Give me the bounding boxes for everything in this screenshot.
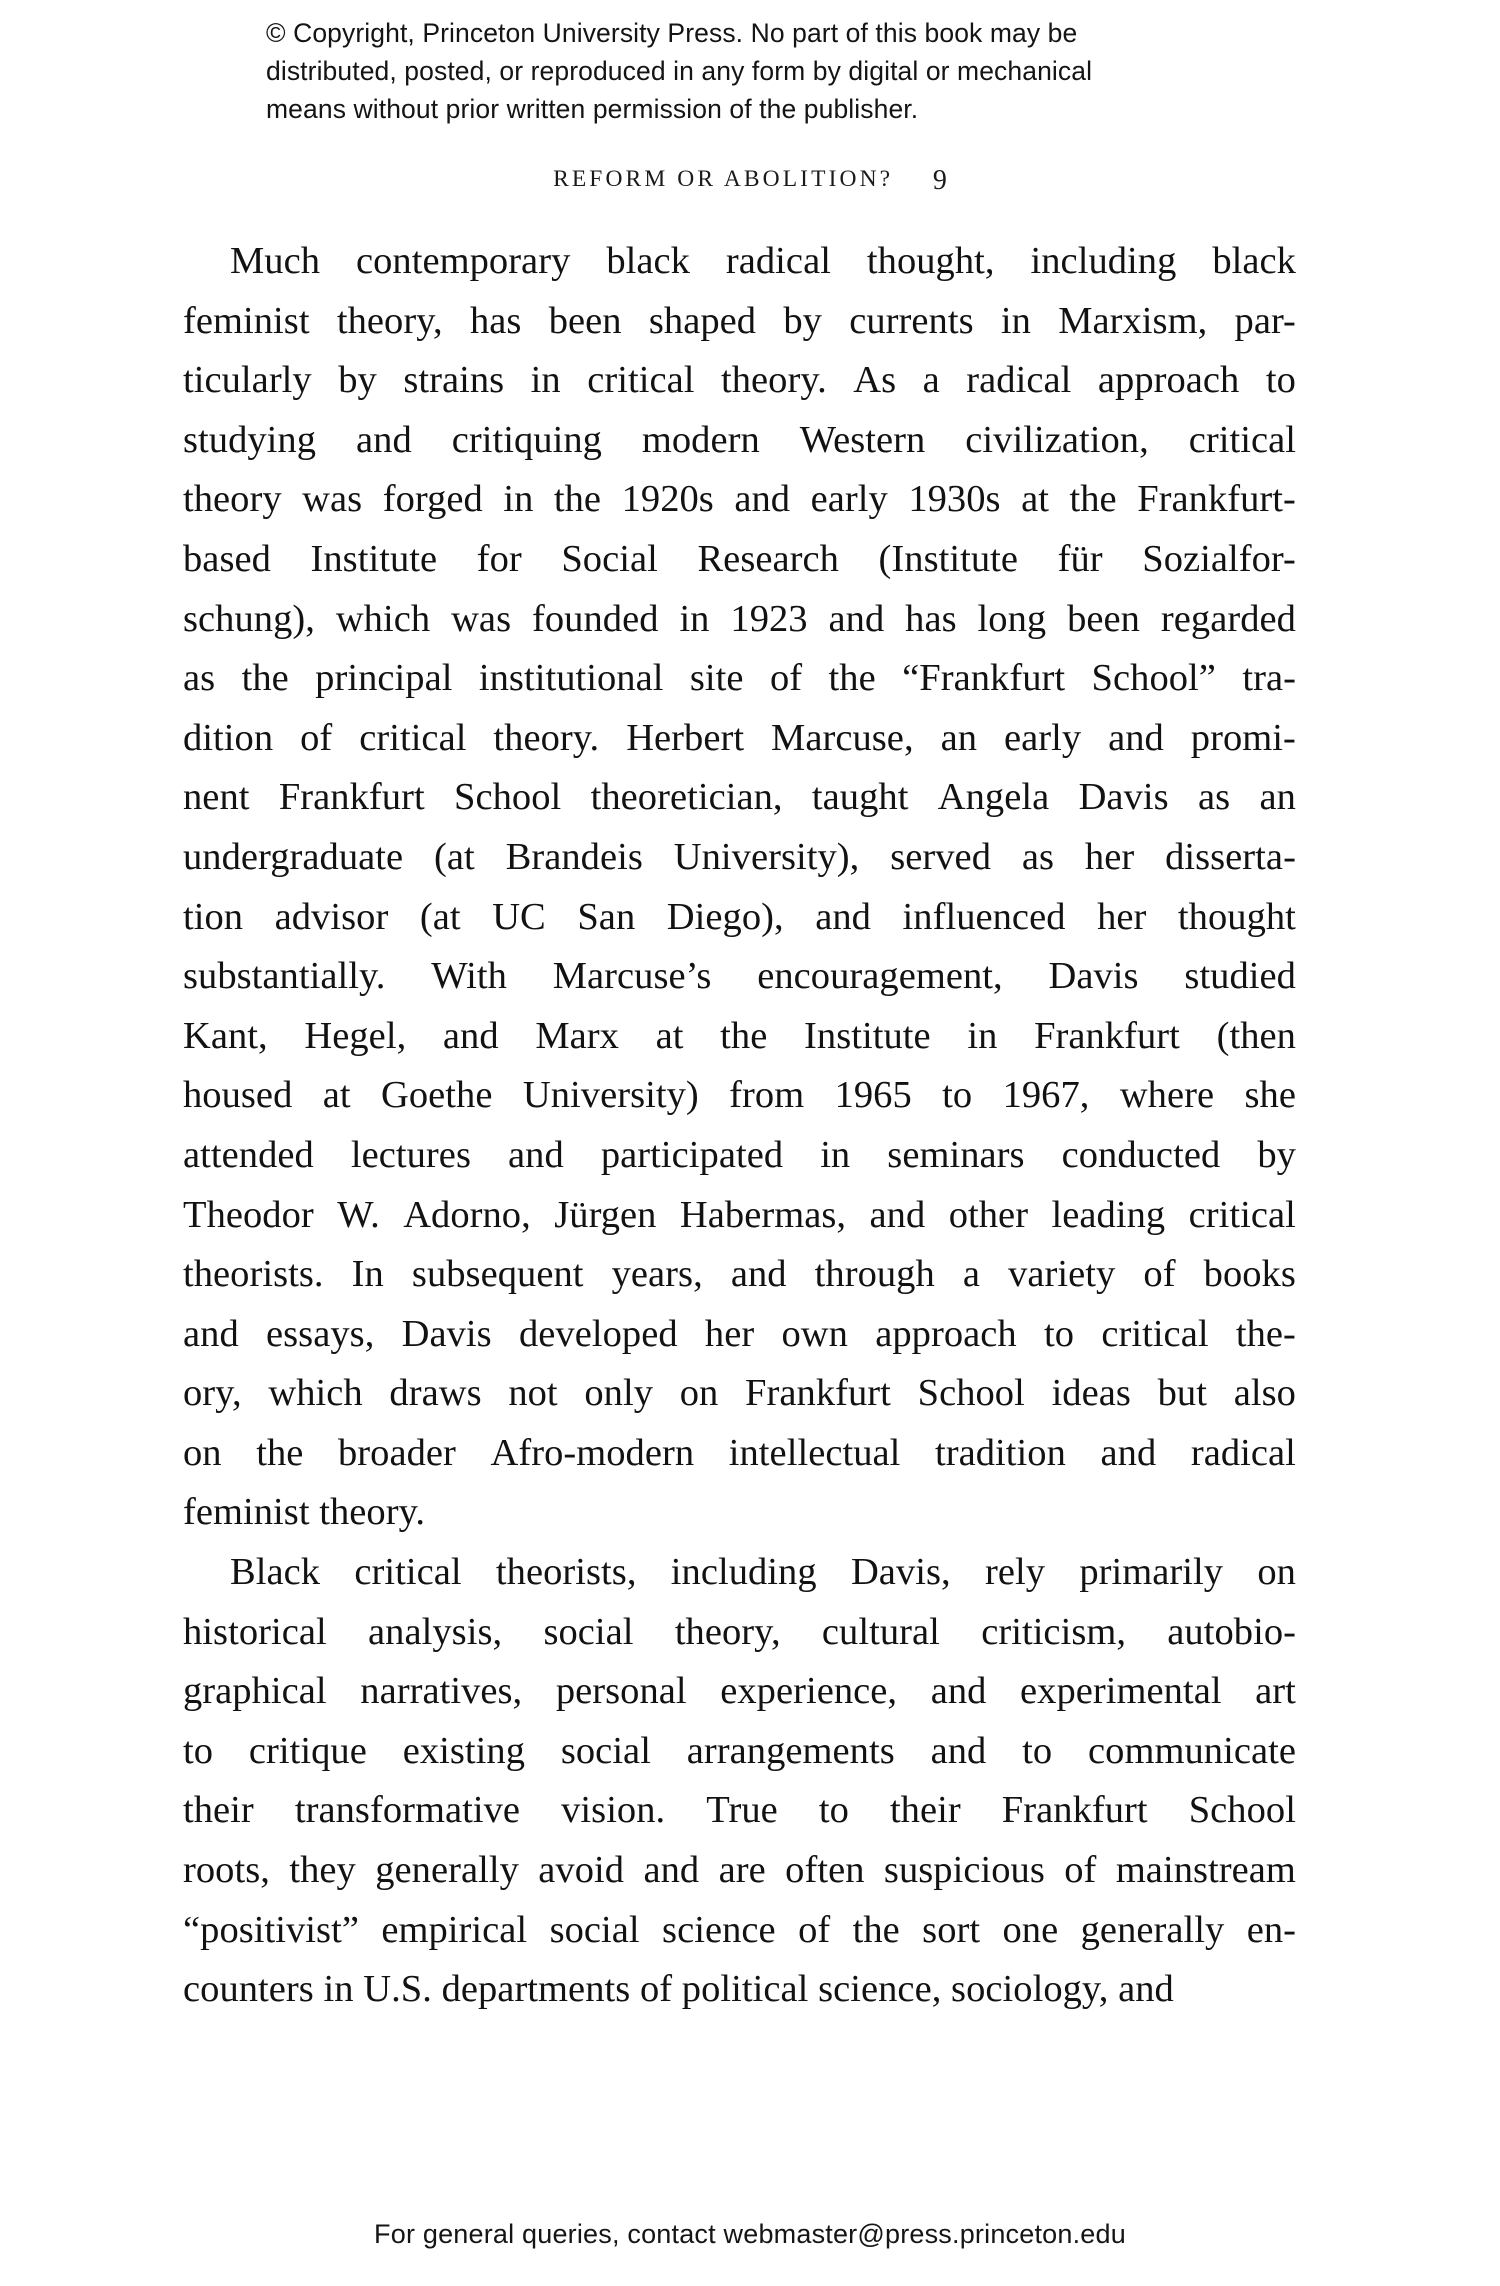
text-word: by xyxy=(783,299,822,342)
text-word: of xyxy=(1064,1849,1097,1892)
text-word: social xyxy=(549,1908,640,1951)
text-word: 1930s xyxy=(908,478,1001,521)
text-word: critical xyxy=(587,359,695,402)
text-word: In xyxy=(351,1253,384,1296)
text-word: of xyxy=(798,1908,831,1951)
text-word: tradition xyxy=(935,1431,1066,1474)
copyright-notice-line: means without prior written permission of the publisher. xyxy=(266,94,919,124)
text-word: and xyxy=(828,597,885,640)
text-word: including xyxy=(1030,240,1177,282)
text-word: for xyxy=(476,537,522,580)
text-word: where xyxy=(1119,1074,1215,1117)
text-word: art xyxy=(1255,1670,1296,1713)
text-word: including xyxy=(670,1551,817,1594)
text-line: feminist theory. xyxy=(183,1491,426,1534)
text-word: Frankfurt xyxy=(1034,1014,1180,1057)
text-word: approach xyxy=(1097,359,1240,402)
text-word: their xyxy=(889,1789,961,1832)
text-word: undergraduate xyxy=(183,835,404,878)
text-word: schung), xyxy=(183,597,315,640)
text-word: social xyxy=(560,1729,651,1772)
text-word: regarded xyxy=(1160,597,1296,640)
text-word: early xyxy=(810,478,888,521)
text-word: suspicious xyxy=(883,1849,1045,1892)
text-word: seminars xyxy=(887,1133,1025,1176)
text-word: experience, xyxy=(720,1670,898,1713)
text-word: theory, xyxy=(336,299,443,342)
text-word: ticularly xyxy=(183,359,312,402)
text-word: School xyxy=(1188,1789,1296,1832)
text-word: feminist xyxy=(183,299,310,342)
text-word: the xyxy=(553,478,602,521)
text-word: Marx xyxy=(535,1014,619,1057)
text-word: the xyxy=(828,657,876,700)
text-word: Davis xyxy=(1048,955,1139,998)
text-word: (Institute xyxy=(878,537,1019,580)
text-word: intellectual xyxy=(728,1431,901,1474)
text-word: University), xyxy=(673,835,860,878)
text-word: ideas xyxy=(1051,1372,1131,1415)
text-word: years, xyxy=(611,1253,703,1296)
text-word: (at xyxy=(434,835,475,878)
text-word: at xyxy=(1021,478,1049,521)
text-word: Diego), xyxy=(666,895,784,938)
text-word: the xyxy=(256,1431,304,1474)
text-word: Frankfurt xyxy=(745,1372,891,1415)
text-word: radical xyxy=(966,359,1072,402)
text-line xyxy=(183,1007,1296,1067)
text-word: critical xyxy=(359,716,467,759)
text-word: subsequent xyxy=(411,1253,584,1296)
text-word: was xyxy=(302,478,363,521)
text-word: Much xyxy=(230,240,321,282)
text-word: Jürgen xyxy=(554,1193,657,1236)
text-word: a xyxy=(922,359,940,402)
text-word: the xyxy=(852,1908,900,1951)
text-word: leading xyxy=(1051,1193,1166,1236)
text-word: radical xyxy=(725,240,831,282)
text-word: critical xyxy=(1101,1312,1209,1355)
text-word: and xyxy=(183,1312,239,1355)
text-line xyxy=(183,947,1296,1007)
text-word: founded xyxy=(532,597,659,640)
text-word: Theodor xyxy=(183,1193,314,1236)
text-word: and xyxy=(734,478,791,521)
running-head-title: REFORM OR ABOLITION? xyxy=(553,166,894,192)
text-word: as xyxy=(1021,835,1055,878)
text-word: her xyxy=(704,1312,755,1355)
text-word: an xyxy=(1259,776,1296,819)
text-word: communicate xyxy=(1088,1729,1296,1772)
text-word: by xyxy=(1257,1133,1296,1176)
text-word: primarily xyxy=(1079,1551,1224,1594)
text-word: theory, xyxy=(674,1610,781,1653)
text-word: and xyxy=(869,1193,926,1236)
text-word: long xyxy=(977,597,1047,640)
text-word: theory xyxy=(183,478,282,521)
text-line xyxy=(183,411,1296,471)
text-word: at xyxy=(322,1074,351,1117)
text-word: broader xyxy=(337,1431,456,1474)
text-word: ory, xyxy=(183,1372,242,1415)
text-word: from xyxy=(729,1074,805,1117)
text-word: 1920s xyxy=(621,478,714,521)
text-word: historical xyxy=(183,1610,327,1653)
text-word: promi- xyxy=(1190,716,1296,759)
text-word: Goethe xyxy=(381,1074,493,1117)
text-word: site xyxy=(689,657,744,700)
text-word: vision. xyxy=(561,1789,666,1832)
text-word: served xyxy=(890,835,991,878)
text-line xyxy=(183,292,1296,352)
text-word: often xyxy=(785,1849,865,1892)
text-word: Marcuse’s xyxy=(552,955,712,998)
text-word: taught xyxy=(811,776,909,819)
text-line xyxy=(183,1364,1296,1424)
text-word: für xyxy=(1057,537,1103,580)
text-word: theory. xyxy=(493,716,600,759)
text-word: and xyxy=(643,1849,700,1892)
text-word: and xyxy=(356,418,412,461)
text-word: autobio- xyxy=(1167,1610,1296,1653)
text-word: Angela xyxy=(937,776,1050,819)
text-word: experimental xyxy=(1020,1670,1222,1713)
text-word: draws xyxy=(389,1372,482,1415)
text-word: conducted xyxy=(1061,1133,1221,1176)
text-word: housed xyxy=(183,1074,293,1117)
text-word: strains xyxy=(403,359,505,402)
text-word: but xyxy=(1157,1372,1207,1415)
text-line xyxy=(183,1901,1296,1961)
text-word: early xyxy=(1003,716,1082,759)
text-line xyxy=(183,590,1296,650)
text-word: en- xyxy=(1246,1908,1296,1951)
text-word: forged xyxy=(382,478,483,521)
text-line xyxy=(183,1186,1296,1246)
text-word: theorists. xyxy=(183,1253,324,1296)
text-word: and xyxy=(930,1729,987,1772)
paragraph-2 xyxy=(183,1543,1296,2020)
text-word: on xyxy=(1257,1551,1296,1594)
text-word: and xyxy=(730,1253,787,1296)
text-word: by xyxy=(338,359,377,402)
text-line xyxy=(183,1126,1296,1186)
text-word: True xyxy=(706,1789,778,1832)
text-line xyxy=(183,1781,1296,1841)
text-word: to xyxy=(1265,359,1296,402)
text-word: W. xyxy=(337,1193,380,1236)
text-word: rely xyxy=(984,1551,1046,1594)
text-word: institutional xyxy=(478,657,664,700)
text-word: contemporary xyxy=(355,240,571,282)
text-word: a xyxy=(962,1253,980,1296)
text-word: 1965 xyxy=(834,1074,912,1117)
text-word: arrangements xyxy=(686,1729,895,1772)
text-word: and xyxy=(930,1670,987,1713)
text-word: currents xyxy=(849,299,974,342)
text-line xyxy=(183,888,1296,948)
text-word: narratives, xyxy=(360,1670,523,1713)
text-word: civilization, xyxy=(965,418,1149,461)
text-line xyxy=(183,1245,1296,1305)
text-word: Herbert xyxy=(626,716,745,759)
text-word: generally xyxy=(375,1849,519,1892)
text-word: Institute xyxy=(804,1014,931,1057)
text-word: studied xyxy=(1184,955,1296,998)
text-word: the- xyxy=(1235,1312,1296,1355)
text-word: existing xyxy=(402,1729,526,1772)
text-word: Western xyxy=(799,418,926,461)
text-word: modern xyxy=(641,418,760,461)
text-word: Sozialfor- xyxy=(1142,537,1296,580)
text-word: to xyxy=(183,1729,214,1772)
text-word: in xyxy=(530,359,561,402)
text-word: in xyxy=(820,1133,851,1176)
text-word: Davis, xyxy=(850,1551,951,1594)
text-word: avoid xyxy=(538,1849,625,1892)
text-word: lectures xyxy=(350,1133,471,1176)
paragraph-1 xyxy=(183,232,1296,1543)
text-word: empirical xyxy=(381,1908,528,1951)
text-word: influenced xyxy=(902,895,1066,938)
text-word: are xyxy=(718,1849,766,1892)
text-word: critical xyxy=(354,1551,462,1594)
text-word: Frankfurt xyxy=(1001,1789,1148,1832)
text-word: sort xyxy=(922,1908,981,1951)
text-word: transformative xyxy=(294,1789,521,1832)
copyright-notice xyxy=(266,14,1236,128)
text-word: not xyxy=(508,1372,558,1415)
text-word: Institute xyxy=(310,537,438,580)
text-line xyxy=(183,1603,1296,1663)
text-word: the xyxy=(241,657,289,700)
text-word: nent xyxy=(183,776,250,819)
text-line xyxy=(183,649,1296,709)
text-word: only xyxy=(584,1372,654,1415)
text-word: Brandeis xyxy=(505,835,643,878)
text-word: encouragement, xyxy=(757,955,1003,998)
text-word: “Frankfurt xyxy=(902,657,1066,700)
text-word: she xyxy=(1244,1074,1296,1117)
text-word: 1923 xyxy=(730,597,808,640)
text-word: which xyxy=(335,597,431,640)
text-word: Adorno, xyxy=(403,1193,531,1236)
text-word: personal xyxy=(555,1670,687,1713)
text-word: her xyxy=(1097,895,1147,938)
text-word: developed xyxy=(518,1312,678,1355)
text-word: tion xyxy=(183,895,244,938)
text-word: “positivist” xyxy=(183,1908,359,1951)
text-word: As xyxy=(853,359,897,402)
text-word: as xyxy=(1197,776,1231,819)
text-word: in xyxy=(967,1014,998,1057)
text-word: School” xyxy=(1091,657,1216,700)
text-word: to xyxy=(942,1074,973,1117)
text-word: they xyxy=(289,1849,356,1892)
text-word: tra- xyxy=(1242,657,1296,700)
text-line xyxy=(183,351,1296,411)
text-word: theorists, xyxy=(495,1551,637,1594)
text-word: San xyxy=(577,895,636,938)
text-word: theoretician, xyxy=(590,776,783,819)
text-word: Marxism, xyxy=(1058,299,1208,342)
running-head xyxy=(0,162,1500,194)
text-line xyxy=(183,1543,1296,1603)
text-line xyxy=(183,768,1296,828)
text-word: 1967, xyxy=(1002,1074,1090,1117)
text-line xyxy=(183,470,1296,530)
text-word: has xyxy=(905,597,957,640)
text-word: critical xyxy=(1188,1193,1296,1236)
text-word: through xyxy=(814,1253,935,1296)
text-word: was xyxy=(451,597,512,640)
text-word: Frankfurt xyxy=(278,776,425,819)
text-line xyxy=(183,709,1296,769)
text-word: UC xyxy=(492,895,546,938)
text-line xyxy=(183,1841,1296,1901)
text-word: approach xyxy=(875,1312,1017,1355)
copyright-notice-line: distributed, posted, or reproduced in any form by digital or mechanical xyxy=(266,56,1093,86)
text-word: Afro-modern xyxy=(490,1431,695,1474)
text-word: thought, xyxy=(866,240,995,282)
text-word: School xyxy=(454,776,562,819)
text-word: graphical xyxy=(183,1670,327,1713)
text-word: been xyxy=(1067,597,1140,640)
text-word: Davis xyxy=(401,1312,492,1355)
body-text xyxy=(183,232,1296,2020)
text-word: cultural xyxy=(821,1610,940,1653)
text-word: disserta- xyxy=(1165,835,1296,878)
text-word: attended xyxy=(183,1133,314,1176)
text-line: counters in U.S. departments of political science, sociology, and xyxy=(183,1968,1174,2011)
text-word: on xyxy=(679,1372,719,1415)
text-word: essays, xyxy=(266,1312,375,1355)
text-word: been xyxy=(548,299,622,342)
text-word: With xyxy=(431,955,507,998)
text-word: social xyxy=(543,1610,634,1653)
text-word: variety xyxy=(1008,1253,1116,1296)
text-word: and xyxy=(1100,1431,1157,1474)
text-word: Black xyxy=(230,1551,321,1594)
text-word: of xyxy=(769,657,803,700)
text-word: Habermas, xyxy=(679,1193,847,1236)
text-word: based xyxy=(183,537,271,580)
text-word: (then xyxy=(1216,1014,1296,1057)
text-word: their xyxy=(183,1789,254,1832)
text-word: analysis, xyxy=(368,1610,503,1653)
text-word: theory. xyxy=(720,359,827,402)
text-word: and xyxy=(442,1014,499,1057)
text-word: her xyxy=(1084,835,1135,878)
text-word: critical xyxy=(1188,418,1296,461)
text-word: principal xyxy=(315,657,453,700)
text-word: criticism, xyxy=(981,1610,1127,1653)
text-word: at xyxy=(655,1014,684,1057)
text-word: (at xyxy=(419,895,461,938)
text-word: School xyxy=(917,1372,1025,1415)
text-word: Davis xyxy=(1078,776,1169,819)
text-word: University) xyxy=(522,1074,699,1117)
copyright-notice-line: © Copyright, Princeton University Press. No part of this book may be xyxy=(266,18,1078,48)
text-word: substantially. xyxy=(183,955,386,998)
text-word: roots, xyxy=(183,1849,270,1892)
text-word: generally xyxy=(1080,1908,1225,1951)
text-line xyxy=(183,1662,1296,1722)
text-word: also xyxy=(1233,1372,1296,1415)
text-word: which xyxy=(268,1372,363,1415)
text-word: Research xyxy=(697,537,839,580)
text-word: on xyxy=(183,1431,222,1474)
text-word: has xyxy=(469,299,522,342)
text-word: black xyxy=(606,240,690,282)
text-word: and xyxy=(815,895,871,938)
text-word: shaped xyxy=(648,299,757,342)
text-word: Hegel, xyxy=(304,1014,407,1057)
page-footer-text: For general queries, contact webmaster@press.princeton.edu xyxy=(374,2219,1126,2249)
text-word: advisor xyxy=(274,895,389,938)
text-line xyxy=(183,1424,1296,1484)
text-word: the xyxy=(1069,478,1117,521)
text-word: in xyxy=(1000,299,1031,342)
text-word: of xyxy=(300,716,333,759)
text-word: in xyxy=(503,478,534,521)
text-word: Kant, xyxy=(183,1014,268,1057)
text-line xyxy=(183,232,1296,292)
text-word: Frankfurt- xyxy=(1137,478,1296,521)
text-word: studying xyxy=(183,418,317,461)
text-word: black xyxy=(1212,240,1296,282)
text-line xyxy=(183,1066,1296,1126)
page-number: 9 xyxy=(932,165,947,196)
text-line xyxy=(183,1305,1296,1365)
text-word: an xyxy=(940,716,978,759)
text-word: science xyxy=(662,1908,776,1951)
text-word: books xyxy=(1203,1253,1296,1296)
text-word: to xyxy=(818,1789,849,1832)
text-word: and xyxy=(508,1133,564,1176)
text-word: par- xyxy=(1234,299,1296,342)
text-word: one xyxy=(1002,1908,1059,1951)
text-line xyxy=(183,530,1296,590)
text-line xyxy=(183,828,1296,888)
text-word: of xyxy=(1143,1253,1176,1296)
text-word: to xyxy=(1044,1312,1075,1355)
text-word: other xyxy=(948,1193,1029,1236)
text-word: Marcuse, xyxy=(771,716,914,759)
text-word: as xyxy=(183,657,216,700)
text-word: Social xyxy=(561,537,658,580)
text-word: to xyxy=(1022,1729,1053,1772)
text-word: dition xyxy=(183,716,274,759)
text-word: in xyxy=(679,597,710,640)
text-word: critiquing xyxy=(451,418,602,461)
text-line xyxy=(183,1722,1296,1782)
text-word: thought xyxy=(1177,895,1296,938)
text-word: radical xyxy=(1190,1431,1296,1474)
page-footer xyxy=(0,2219,1500,2250)
text-word: and xyxy=(1108,716,1164,759)
text-word: mainstream xyxy=(1115,1849,1296,1892)
text-word: critique xyxy=(248,1729,367,1772)
text-word: participated xyxy=(600,1133,784,1176)
text-word: the xyxy=(720,1014,768,1057)
text-word: own xyxy=(781,1312,848,1355)
